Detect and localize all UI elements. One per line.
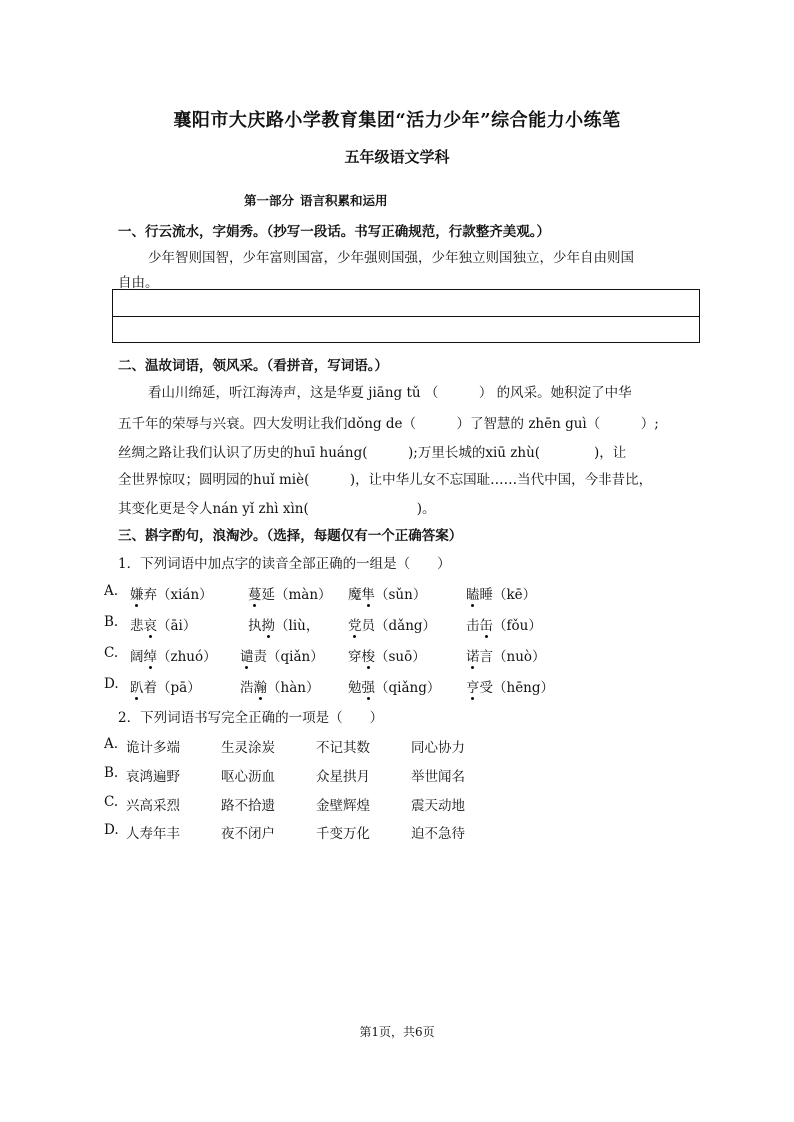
option-word: 嫌弃（xián） [130, 583, 213, 603]
option-word: 执拗（liù， [248, 614, 319, 634]
part-heading [244, 191, 388, 209]
pinyin-line-4: 全世界惊叹；圆明园的huǐ miè( )，让中华儿女不忘国耻……当代中国，今非昔比， [118, 472, 653, 488]
option-word: 悲哀（āi） [130, 614, 196, 634]
option-letter: D. [104, 676, 119, 692]
option-word: 众星拱月 [316, 769, 370, 785]
option-word: 兴高采烈 [126, 798, 180, 814]
option-letter: B. [104, 765, 119, 781]
option-word: 谴责（qiǎn） [240, 645, 324, 665]
part-label: 第一部分 [244, 193, 295, 208]
option-word: 瞌睡（kē） [466, 583, 536, 603]
option-word: 夜不闭户 [221, 826, 275, 842]
option-letter: D. [104, 822, 119, 838]
option-word: 阔绰（zhuó） [130, 645, 217, 665]
option-word: 金壁辉煌 [316, 798, 370, 814]
option-letter: C. [104, 794, 119, 810]
option-word: 党员（dǎng） [348, 614, 436, 634]
copy-text-line-1: 少年智则国智，少年富则国富，少年强则国强，少年独立则国独立，少年自由则国 [148, 250, 634, 266]
writing-box-divider [113, 316, 699, 317]
option-word: 魔隼（sǔn） [348, 583, 426, 603]
option-word: 趴着（pā） [130, 676, 201, 696]
section-3-heading: 三、斟字酌句，浪淘沙。（选择，每题仅有一个正确答案） [118, 528, 463, 544]
option-word: 震天动地 [411, 798, 465, 814]
option-word: 击缶（fǒu） [466, 614, 542, 634]
page-footer: 第1页，共6页 [359, 1025, 435, 1039]
option-letter: A. [104, 736, 119, 752]
question-1-stem: 1．下列词语中加点字的读音全部正确的一组是（ ） [118, 556, 451, 572]
question-2-stem: 2．下列词语书写完全正确的一项是（ ） [118, 710, 384, 726]
pinyin-line-1: 看山川绵延，听江海涛声，这是华夏 jiāng tǔ （ ） 的风采。她积淀了中华 [148, 385, 632, 401]
option-word: 同心协力 [411, 740, 465, 756]
option-word: 勉强（qiǎng） [348, 676, 440, 696]
option-word: 举世闻名 [411, 769, 465, 785]
pinyin-line-5: 其变化更是令人nán yǐ zhì xìn( )。 [118, 501, 436, 517]
option-word: 人寿年丰 [126, 826, 180, 842]
page-title: 襄阳市大庆路小学教育集团“活力少年”综合能力小练笔 [173, 110, 621, 131]
writing-box[interactable] [112, 289, 700, 343]
option-letter: B. [104, 614, 119, 630]
option-word: 亨受（hēng） [466, 676, 554, 696]
option-word: 哀鸿遍野 [126, 769, 180, 785]
option-word: 生灵涂炭 [221, 740, 275, 756]
option-word: 浩瀚（hàn） [240, 676, 319, 696]
option-word: 蔓延（màn） [248, 583, 332, 603]
option-letter: C. [104, 645, 119, 661]
option-word: 诺言（nuò） [466, 645, 546, 665]
option-word: 诡计多端 [126, 740, 180, 756]
pinyin-line-3: 丝绸之路让我们认识了历史的huī huáng( );万里长城的xiū zhù( )，让 [118, 445, 627, 461]
copy-text-line-2: 自由。 [118, 275, 159, 291]
section-2-heading: 二、温故词语，领风采。（看拼音，写词语。） [118, 358, 388, 374]
option-word: 千变万化 [316, 826, 370, 842]
option-word: 穿梭（suō） [348, 645, 426, 665]
option-word: 路不拾遗 [221, 798, 275, 814]
page-subtitle: 五年级语文学科 [344, 148, 450, 166]
option-word: 不记其数 [316, 740, 370, 756]
option-word: 呕心沥血 [221, 769, 275, 785]
pinyin-line-2: 五千年的荣辱与兴衰。四大发明让我们dǒng de（ ）了智慧的 zhēn guì（ ）; [118, 416, 659, 432]
part-name: 语言积累和运用 [300, 193, 388, 208]
option-word: 迫不急待 [411, 826, 465, 842]
section-1-heading: 一、行云流水，字娟秀。（抄写一段话。书写正确规范，行款整齐美观。） [118, 224, 550, 240]
option-letter: A. [104, 583, 119, 599]
